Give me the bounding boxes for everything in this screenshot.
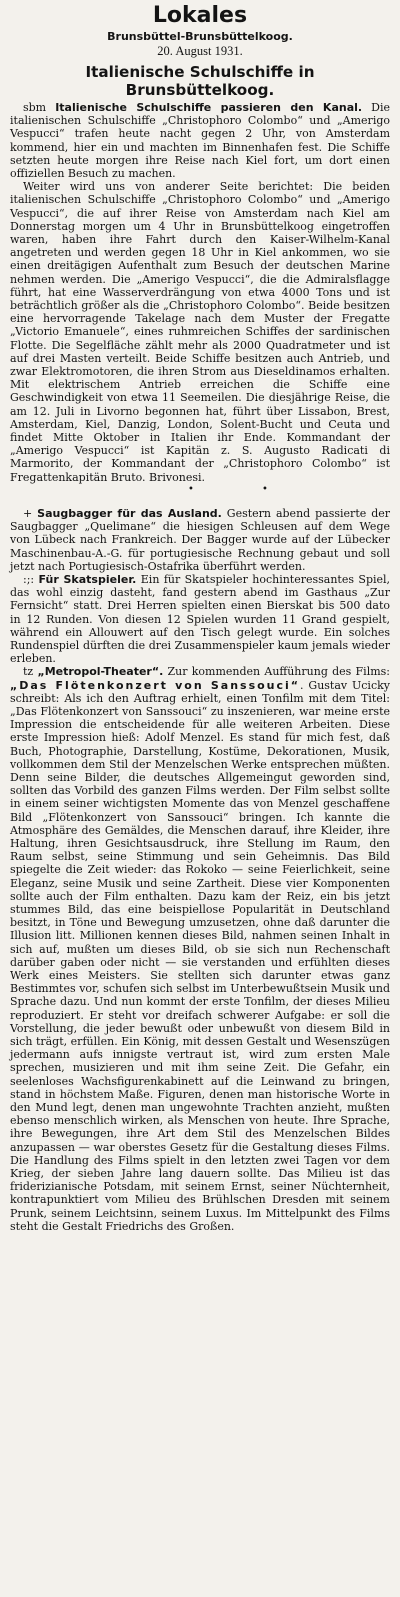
article3-paragraph: [10, 573, 390, 665]
article4-paragraph: [10, 665, 390, 1233]
article4-lead: „Metropol-Theater“.: [37, 665, 164, 679]
article1-lead: Italienische Schulschiffe passieren den Kanal.: [55, 101, 363, 114]
article1-text-1: Die italienischen Schulschiffe „Christophoro Colombo“ und „Amerigo Vespucci“ trafen heute nacht gegen 2 Uhr, von Amsterdam kommend, hier ein und machten im Binnenhafen fest. Die Schiffe setzten heute morgen ihre Reise nach Kiel fort, um dort einen offiziellen Besuch zu machen.: [10, 101, 390, 181]
article1-headline: Italienische Schulschiffe in Brunsbüttelkoog.: [85, 63, 315, 99]
article-separator: [10, 483, 390, 495]
article4-text: . Gustav Ucicky schreibt: Als ich den Auftrag erhielt, einen Tonfilm mit dem Titel: „Das Flötenkonzert von Sanssouci“ zu inszenieren, war meine erste Impression die entscheidende für alle weiteren Arbeiten. Diese erste Impression hieß: Adolf Menzel. Es stand für mich fest, daß Buch, Photographie, Darstellung, Kostüme, Dekorationen, Musik, vollkommen dem Stil der Menzelschen Werke entsprechen müßten. Denn seine Bilder, die deutsches Allgemeingut geworden sind, sollten das Vorbild des ganzen Films werden. Der Film selbst sollte in einem seiner wichtigsten Momente das von Menzel geschaffene Bild „Flötenkonzert von Sanssouci“ bringen. Ich kannte die Atmosphäre des Gemäldes, die Menschen darauf, ihre Kleider, ihre Haltung, ihren Gesichtsausdruck, ihre Stellung im Raum, den Raum selbst, seine Stimmung und sein Geheimnis. Das Bild spiegelte die Zeit wieder: das Rokoko — seine Feierlichkeit, seine Eleganz, seine Musik und seine Zartheit. Diese vier Komponenten sollte auch der Film enthalten. Dazu kam der Reiz, ein bis jetzt stummes Bild, das eine beispiellose Popularität in Deutschland besitzt, in Töne und Bewegung umzusetzen, ohne daß darunter die Illusion litt. Millionen kennen dieses Bild, nahmen seinen Inhalt in sich auf, mußten um dieses Bild, ob sie sich nun Rechenschaft darüber gaben oder nicht — sie verstanden und erfühlten dieses Werk eines Meisters. Sie stellten sich darunter etwas ganz Bestimmtes vor, schufen sich selbst im Unterbewußtsein Musik und Sprache dazu. Und nun kommt der erste Tonfilm, der dieses Milieu reproduziert. Er steht vor dreifach schwerer Aufgabe: er soll die Vorstellung, die jeder bewußt oder unbewußt von diesem Bild in sich trägt, erfüllen. Ein König, mit dessen Gestalt und Wesenszügen jedermann aufs innigste vertraut ist, wird zum ersten Male sprechen, musizieren und mit ihm seine Zeit. Die Gefahr, ein seelenloses Wachsfigurenkabinett auf die Leinwand zu bringen, stand in höchstem Maße. Figuren, denen man historische Worte in den Mund legt, denen man ungewohnte Trachten anzieht, mußten ebenso menschlich wirken, als Menschen von heute. Ihre Sprache, ihre Bewegungen, ihre Art dem Stil des Menzelschen Bildes anzupassen — war oberstes Gesetz für die Gestaltung dieses Films. Die Handlung des Films spielt in den letzten zwei Tagen vor dem Krieg, der sieben Jahre lang dauern sollte. Das Milieu ist das friderizianische Potsdam, mit seinem Ernst, seiner Nüchternheit, kontrapunktiert vom Milieu des Brühlschen Dresden mit seinem Prunk, seinem Leichtsinn, seinem Luxus. Im Mittelpunkt des Films steht die Gestalt Friedrichs des Großen.: [10, 678, 390, 1233]
article3-text: Ein für Skatspieler hochinteressantes Spiel, das wohl einzig dasteht, fand gestern abend im Gasthaus „Zur Fernsicht“ statt. Drei Herren spielten einen Bierskat bis 500 dato in 12 Runden. Von diesen 12 Spielen wurden 11 Grand gespielt, während ein Allouwert auf den Tisch gelegt wurde. Ein solches Rundenspiel dürften die drei Zusammenspieler kaum jemals wieder erleben.: [10, 572, 391, 666]
article2-prefix: +: [23, 506, 33, 520]
article2-lead: Saugbagger für das Ausland.: [37, 506, 222, 520]
article4-intro: Zur kommenden Aufführung des Films:: [167, 665, 390, 679]
article3-prefix: :;:: [23, 572, 35, 586]
article2-text: Gestern abend passierte der Saugbagger „Quelimane“ die hiesigen Schleusen auf dem Wege von Lübeck nach Frankreich. Der Bagger wurde auf der Lübecker Maschinenbau-A.-G. für portugiesische Rechnung gebaut und soll jetzt nach Portugiesisch-Ostafrika überführt werden.: [10, 506, 390, 573]
article4-prefix: tz: [23, 665, 34, 679]
spacer: [10, 497, 390, 507]
article3-lead: Für Skatspieler.: [38, 572, 137, 586]
date-line: 20. August 1931.: [157, 44, 243, 58]
separator-dot: •: [262, 483, 268, 495]
article1-paragraph-1: [10, 101, 390, 180]
article1-prefix: sbm: [23, 101, 47, 114]
article4-film-title: „Das Flötenkonzert von Sanssouci“: [10, 678, 301, 692]
section-title: Lokales: [152, 3, 248, 28]
separator-dot: •: [188, 483, 194, 495]
location-line: Brunsbüttel-Brunsbüttelkoog.: [107, 30, 293, 43]
article2-paragraph: [10, 507, 390, 573]
article1-paragraph-2: Weiter wird uns von anderer Seite berichtet: Die beiden italienischen Schulschiffe „Christophoro Colombo“ und „Amerigo Vespucci“, die auf ihrer Reise von Amsterdam nach Kiel am Donnerstag morgen um 4 Uhr in Brunsbüttelkoog eingetroffen waren, haben ihre Fahrt durch den Kaiser-Wilhelm-Kanal angetreten und werden gegen 18 Uhr in Kiel ankommen, wo sie einen dreitägigen Aufenthalt zum Besuch der deutschen Marine nehmen werden. Die „Amerigo Vespucci“, die die Admiralsflagge führt, hat eine Wasserverdrängung von etwa 4000 Tons und ist beträchtlich größer als die „Christophoro Colombo“. Beide besitzen eine hervorragende Takelage nach dem Muster der Fregatte „Victorio Emanuele“, eines ruhmreichen Schiffes der sardinischen Flotte. Die Segelfläche zählt mehr als 2000 Quadratmeter und ist auf drei Masten verteilt. Beide Schiffe besitzen auch Antrieb, und zwar Elektromotoren, die ihren Strom aus Dieseldinamos erhalten. Mit elektrischem Antrieb erreichen die Schiffe eine Geschwindigkeit von etwa 11 Seemeilen. Die diesjährige Reise, die am 12. Juli in Livorno begonnen hat, führt über Lissabon, Brest, Amsterdam, Kiel, Danzig, London, Solent-Bucht und Ceuta und findet Mitte Oktober in Italien ihr Ende. Kommandant der „Amerigo Vespucci“ ist Kapitän z. S. Augusto Radicati di Marmorito, der Kommandant der „Christophoro Colombo“ ist Fregattenkapitän Bruto. Brivonesi.: [10, 180, 390, 484]
